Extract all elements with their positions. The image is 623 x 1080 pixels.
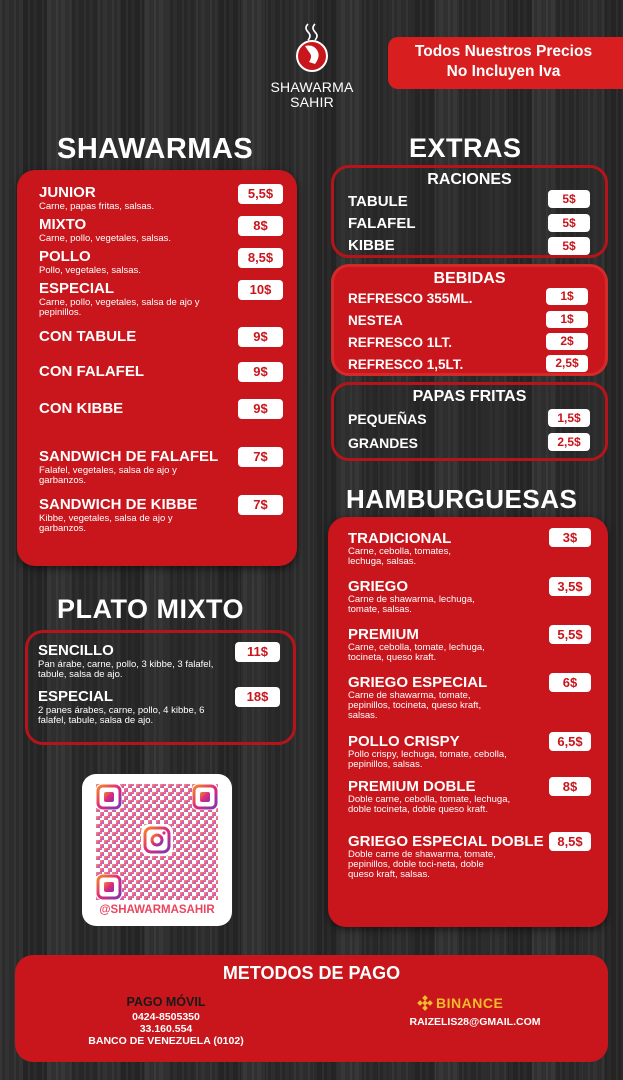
menu-item-name: SENCILLO <box>38 642 114 659</box>
menu-item-name: SANDWICH DE FALAFEL <box>39 448 219 465</box>
plato-mixto-heading: PLATO MIXTO <box>57 594 245 624</box>
menu-item-name: PEQUEÑAS <box>348 411 427 427</box>
menu-item-name: GRANDES <box>348 435 419 451</box>
instagram-handle[interactable]: @SHAWARMASAHIR <box>99 904 215 916</box>
menu-item-name: GRIEGO ESPECIAL <box>348 674 488 691</box>
bebidas-title: BEBIDAS <box>433 270 506 287</box>
menu-item-name: JUNIOR <box>39 184 96 201</box>
menu-item-name: POLLO CRISPY <box>348 733 460 750</box>
menu-item-name: CON FALAFEL <box>39 363 144 380</box>
menu-item-price: 1$ <box>546 311 588 328</box>
papas-fritas-panel <box>331 382 608 461</box>
shawarmas-panel <box>17 170 297 566</box>
payment-methods-panel <box>15 955 608 1062</box>
menu-item-price: 1$ <box>546 288 588 305</box>
menu-item-price: 2,5$ <box>548 433 590 451</box>
menu-item-price: 7$ <box>238 495 283 515</box>
papas-fritas-title: PAPAS FRITAS <box>412 388 527 405</box>
menu-item-price: 5,5$ <box>238 184 283 204</box>
menu-item-price: 6$ <box>549 673 591 692</box>
brand-logo <box>262 22 362 117</box>
notice-line-2: No Incluyen Iva <box>446 63 561 80</box>
plato-mixto-panel <box>25 630 296 745</box>
instagram-qr-card[interactable] <box>82 774 232 926</box>
menu-item-price: 8$ <box>238 216 283 236</box>
raciones-panel <box>331 165 608 258</box>
menu-item-price: 5$ <box>548 214 590 232</box>
qr-code-icon <box>96 784 218 900</box>
menu-item-price: 10$ <box>238 280 283 300</box>
tax-notice-banner <box>388 37 623 89</box>
menu-item-price: 2$ <box>546 333 588 350</box>
menu-item-name: FALAFEL <box>348 215 416 232</box>
payment-methods-title: METODOS DE PAGO <box>222 963 401 983</box>
menu-item-price: 8$ <box>549 777 591 796</box>
menu-item-name: TRADICIONAL <box>348 530 452 547</box>
menu-item-desc: Carne, cebolla, tomates, lechuga, salsas. <box>348 546 451 567</box>
menu-item-price: 8,5$ <box>549 832 591 851</box>
menu-item-name: TABULE <box>348 193 408 210</box>
menu-item-desc: Doble carne de shawarma, tomate, pepinillos, doble toci-neta, doble queso kraft, salsas. <box>348 849 496 880</box>
menu-item-price: 5$ <box>548 190 590 208</box>
menu-item-price: 3$ <box>549 528 591 547</box>
hamburguesas-heading: HAMBURGUESAS <box>346 484 578 514</box>
logo-line-2: SAHIR <box>290 94 334 110</box>
menu-item-price: 6,5$ <box>549 732 591 751</box>
menu-item-price: 9$ <box>238 327 283 347</box>
pago-movil-bank: BANCO DE VENEZUELA (0102) <box>88 1035 244 1047</box>
menu-item-desc: Pollo, vegetales, salsas. <box>39 265 141 276</box>
notice-line-1: Todos Nuestros Precios <box>414 43 593 60</box>
menu-item-desc: 2 panes árabes, carne, pollo, 4 kibbe, 6 falafel, tabule, salsa de ajo. <box>38 705 205 726</box>
logo-line-1: SHAWARMA <box>270 79 354 95</box>
menu-item-name: PREMIUM DOBLE <box>348 778 476 795</box>
binance-icon <box>417 995 433 1011</box>
menu-item-desc: Kibbe, vegetales, salsa de ajo y garbanzos. <box>39 513 173 534</box>
pago-movil-id: 33.160.554 <box>139 1023 193 1035</box>
menu-item-desc: Carne, pollo, vegetales, salsas. <box>39 233 172 244</box>
menu-item-price: 1,5$ <box>548 409 590 427</box>
menu-item-name: MIXTO <box>39 216 87 233</box>
extras-heading: EXTRAS <box>409 133 522 163</box>
menu-item-price: 3,5$ <box>549 577 591 596</box>
menu-item-name: KIBBE <box>348 237 395 254</box>
menu-item-price: 5,5$ <box>549 625 591 644</box>
menu-item-price: 8,5$ <box>238 248 283 268</box>
binance-label: BINANCE <box>436 995 504 1011</box>
menu-item-desc: Carne de shawarma, tomate, pepinillos, tocineta, queso kraft, salsas. <box>348 690 482 721</box>
menu-item-desc: Pan árabe, carne, pollo, 3 kibbe, 3 falafel, tabule, salsa de ajo. <box>38 659 214 680</box>
menu-item-name: POLLO <box>39 248 91 265</box>
menu-item-price: 9$ <box>238 399 283 419</box>
shawarmas-heading: SHAWARMAS <box>57 133 254 165</box>
menu-item-price: 11$ <box>235 642 280 662</box>
menu-item-desc: Pollo crispy, lechuga, tomate, cebolla, pepinillos, salsas. <box>348 749 507 770</box>
menu-item-name: CON KIBBE <box>39 400 124 417</box>
menu-item-desc: Carne, papas fritas, salsas. <box>39 201 155 212</box>
menu-item-name: GRIEGO <box>348 578 409 595</box>
menu-item-name: SANDWICH DE KIBBE <box>39 496 198 513</box>
menu-item-name: ESPECIAL <box>38 688 114 705</box>
pago-movil-phone: 0424-8505350 <box>132 1011 200 1023</box>
menu-item-name: ESPECIAL <box>39 280 115 297</box>
pago-movil-label: PAGO MÓVIL <box>126 995 206 1009</box>
menu-item-price: 5$ <box>548 237 590 255</box>
hamburguesas-panel <box>328 517 608 927</box>
menu-item-name: REFRESCO 1LT. <box>348 335 453 350</box>
menu-item-name: REFRESCO 355ML. <box>348 291 473 306</box>
shawarma-logo-icon <box>293 22 331 74</box>
menu-item-price: 7$ <box>238 447 283 467</box>
binance-brand <box>417 995 503 1011</box>
menu-item-desc: Carne, pollo, vegetales, salsa de ajo y pepinillos. <box>39 297 200 318</box>
menu-item-desc: Carne, cebolla, tomate, lechuga, tocineta, queso kraft. <box>348 642 485 663</box>
menu-item-desc: Falafel, vegetales, salsa de ajo y garbanzos. <box>39 465 177 486</box>
menu-item-name: REFRESCO 1,5LT. <box>348 357 464 372</box>
menu-item-name: PREMIUM <box>348 626 419 643</box>
menu-item-price: 2,5$ <box>546 355 588 372</box>
bebidas-panel <box>331 264 608 376</box>
binance-email: RAIZELIS28@GMAIL.COM <box>409 1016 541 1028</box>
menu-item-desc: Carne de shawarma, lechuga, tomate, salsas. <box>348 594 475 615</box>
raciones-title: RACIONES <box>427 171 512 188</box>
menu-item-name: NESTEA <box>348 313 403 328</box>
menu-item-desc: Doble carne, cebolla, tomate, lechuga, doble tocineta, doble queso kraft. <box>348 794 511 815</box>
menu-item-price: 18$ <box>235 687 280 707</box>
menu-item-name: CON TABULE <box>39 328 137 345</box>
menu-item-price: 9$ <box>238 362 283 382</box>
menu-item-name: GRIEGO ESPECIAL DOBLE <box>348 833 544 850</box>
